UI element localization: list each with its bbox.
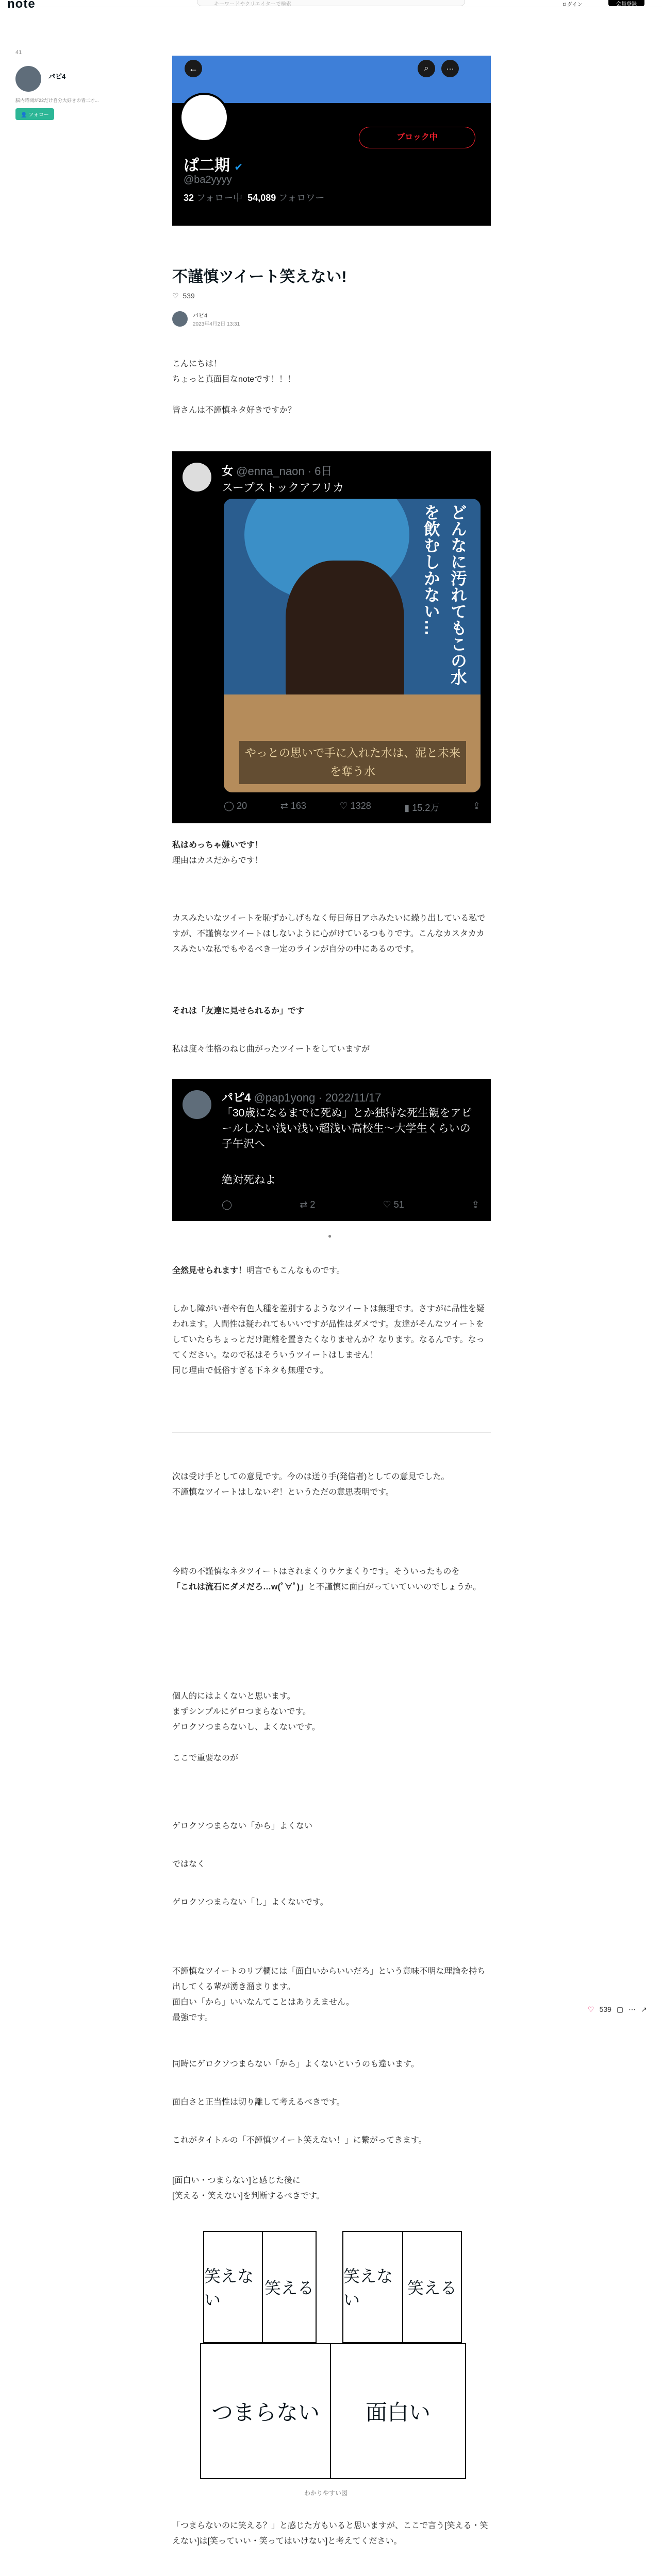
paragraph-s5 [172,1263,491,1279]
embedded-tweet-2[interactable] [172,1079,491,1221]
block-button[interactable]: ブロック中 [359,127,475,148]
search-input[interactable]: キーワードやクリエイターで検索 [197,0,465,6]
share-icon[interactable]: ⇪ [472,801,481,811]
paragraph-s14: 同時にゲロクソつまらない「から」よくないというのも違います。 [172,2060,419,2069]
intro-paragraph [172,357,491,418]
more-options-icon[interactable]: ⋯ [628,2005,636,2013]
reply-icon[interactable]: ◯ [222,1199,233,1210]
following-label[interactable]: フォロー中 [196,193,243,203]
grid-cell-warai-nai-2: 笑えない [342,2231,403,2343]
paragraph-s12: ゲロクソつまらない「し」よくないです。 [172,1898,328,1907]
tweet-image[interactable] [224,499,481,792]
paragraph-s6 [172,1301,491,1379]
text-line: 理由はカスだからです！ [172,856,263,865]
tweet2-sub: 絶対死ねよ [222,1174,276,1186]
paragraph-s16: これがタイトルの「不謹慎ツイート笑えない！」に繋がってきます。 [172,2136,427,2145]
grid-cell-warau-1: 笑える [262,2231,317,2343]
author-avatar[interactable] [172,311,188,327]
like-row [172,292,195,300]
grid-cell-omoshiroi: 面白い [330,2343,466,2479]
tweet2-like-count: 51 [393,1199,404,1210]
bold-line: 私はめっちゃ嫌いです！ [172,841,263,850]
profile-handle: @ba2yyyy [184,174,232,185]
tweet-user: 女 [222,465,234,478]
text-line [172,1735,491,1751]
profile-name-text: ぱ二期 [184,157,230,174]
follow-button[interactable]: 👤 フォロー [15,108,54,120]
tweet2-actions [222,1199,479,1210]
reply-count: 20 [237,801,247,811]
paragraph-s10: ゲロクソつまらない「から」よくない [172,1822,313,1831]
text: と不謹慎に面白がっていていいのでしょうか。 [308,1583,482,1591]
intro-line: こんにちは！ [172,360,222,368]
tweet2-date: 2022/11/17 [325,1091,382,1104]
more-icon[interactable]: … [441,60,459,77]
tweet2-text: 「30歳になるまでに死ぬ」とか独特な死生観をアピールしたい浅い浅い超浅い高校生〜大学生くらいの子午沢へ [222,1107,472,1150]
divider [172,1432,491,1433]
text-line: まずシンプルにゲロつまらないです。 [172,1707,311,1716]
verified-icon: ✔ [234,162,243,173]
view-count: 15.2万 [412,803,440,813]
reply-icon[interactable]: ◯ 20 [224,801,247,811]
image-caption: やっとの思いで手に入れた水は、泥と未来を奪う水 [239,741,466,784]
heart-icon[interactable]: ♡ [172,292,179,300]
bookmark-icon[interactable]: ▢ [616,2005,624,2013]
overlay-vertical-text: どんなに汚れてもこの水を飲むしかない… [422,504,467,685]
paragraph-s9 [172,1689,491,1766]
like-icon[interactable]: ♡ 51 [383,1199,404,1210]
follower-count: 54,089 [247,193,276,203]
like-icon[interactable]: ♡ 1328 [339,801,371,811]
floating-heart-icon[interactable]: ♡ [588,2005,594,2013]
grid-cell-warai-nai-1: 笑えない [203,2231,263,2343]
embedded-tweet-1[interactable] [172,451,491,823]
child-figure [286,561,404,705]
creator-description: 脳内時間が22だけ自分大好きの青二才... [15,98,99,103]
tweet-header: 女 @enna_naon · 6日 [222,465,333,478]
sidebar-count: 41 [15,49,22,56]
retweet-count: 163 [290,801,306,811]
paragraph-s7 [172,1469,491,1500]
paragraph-s13 [172,1964,491,2026]
bold-text: 全然見せられます！ [172,1266,247,1275]
article-title: 不謹慎ツイート笑えない! [172,268,347,285]
intro-line [172,387,491,403]
note-logo[interactable]: note [7,0,36,11]
floating-action-bar [588,2005,647,2014]
article-date: 2023年4月2日 13:31 [193,321,240,327]
grid-cell-tsumaranai: つまらない [200,2343,331,2479]
tweet-actions [224,801,481,814]
text: 明言でもこんなものです。 [246,1266,345,1275]
text-line: [笑える・笑えない]を判断するべきです。 [172,2192,325,2200]
text-line: しかし障がい者や有色人種を差別するようなツイートは無理です。さすがに品性を疑われます。人間性は疑われてもいいですが品性はダメです。友達がそんなツイートをしていたらちょっとだけ距離を置きたくなりませんか？なります。なるんです。なってください。なので私はそういうツイートはしません！ [172,1304,485,1360]
text-line: ここで重要なのが [172,1754,239,1762]
intro-line: 皆さんは不謹慎ネタ好きですか？ [172,406,296,415]
profile-name [184,152,243,175]
paragraph-s2: カスみたいなツイートを恥ずかしげもなく毎日毎日アホみたいに繰り出している私ですが、不謹慎なツイートはしないように心がけているつもりです。こんなカスタカカスみたいな私でもやるべき一定のラインが自分の中にあるのです。 [172,914,486,954]
signup-button[interactable]: 会員登録 [608,0,644,6]
avatar[interactable] [15,66,41,92]
share-icon[interactable]: ⇪ [471,1199,479,1210]
profile-stats [184,191,324,204]
tweet-like-count: 1328 [350,801,371,811]
paragraph-s1 [172,838,491,869]
grid-cell-warau-2: 笑える [402,2231,462,2343]
tweet-avatar [183,463,211,492]
text-line: 不謹慎なツイートのリプ欄には「面白いからいいだろ」という意味不明な理論を持ち出してくる輩が湧き溜まります。 [172,1967,486,1991]
search-icon[interactable]: ⌕ [418,60,435,77]
retweet-count: 2 [310,1199,316,1210]
author-name[interactable]: パピ4 [193,313,208,319]
profile-avatar [179,93,229,142]
paragraph-s15: 面白さと正当性は切り離して考えるべきです。 [172,2098,345,2107]
follower-label[interactable]: フォロワー [278,193,325,203]
retweet-icon[interactable]: ⇄ 163 [280,801,306,811]
profile-banner [172,56,491,226]
tweet2-header: パピ4 @pap1yong · 2022/11/17 [222,1091,382,1104]
share-icon[interactable]: ↗ [641,2005,647,2013]
tweet-time: 6日 [315,465,333,478]
creator-name[interactable]: パピ4 [48,73,66,80]
login-link[interactable]: ログイン [562,2,583,8]
creator-sidebar [15,49,119,120]
tweet2-avatar [183,1090,211,1119]
text-line: 個人的にはよくないと思います。 [172,1692,295,1701]
tweet2-handle: @pap1yong [254,1091,316,1104]
paragraph-s11: ではなく [172,1860,206,1869]
paragraph-s4: 私は度々性格のねじ曲がったツイートをしていますが [172,1045,370,1054]
text-line: 面白い「から」いいなんてことはありえません。 [172,1998,354,2007]
tweet-text: スープストックアフリカ [222,481,344,494]
intro-line: ちょっと真面目なnoteです！！！ [172,375,296,384]
floating-like-count: 539 [599,2005,611,2013]
text-line: ゲロクソつまらないし、よくないです。 [172,1723,320,1732]
like-count: 539 [183,292,195,300]
follow-label: フォロー [28,112,49,118]
text-line: 不謹慎なツイートはしないぞ！というただの意思表明です。 [172,1488,394,1497]
paragraph-s8 [172,1564,491,1595]
paragraph-s18: 「つまらないのに笑える？」と感じた方もいると思いますが、ここで言う[笑える・笑えない]は[笑っていい・笑ってはいけない]と考えてください。 [172,2521,488,2546]
back-arrow-icon[interactable]: ← [185,60,202,77]
text-line: 最強です。 [172,2013,213,2022]
retweet-icon[interactable]: ⇄ 2 [300,1199,316,1210]
diagram-caption: わかりやすい図 [304,2489,348,2497]
text: 今時の不謹慎なネタツイートはされまくりウケまくりです。そういったものを [172,1567,460,1576]
tweet-handle: @enna_naon [236,465,305,478]
text-line: 同じ理由で低俗すぎる下ネタも無理です。 [172,1366,328,1375]
tweet2-user: パピ4 [222,1091,251,1104]
views-icon: ▮ 15.2万 [404,803,440,813]
section-dot: ● [328,1232,332,1240]
top-bar [0,0,662,11]
bold-text: 「これは流石にダメだろ…w(ﾟ∀ﾟ)」 [172,1583,308,1591]
text-line: [面白い・つまらない]と感じた後に [172,2176,301,2185]
following-count: 32 [184,193,194,203]
text-line: 次は受け手としての意見です。今のは送り手(発信者)としての意見でした。 [172,1472,450,1481]
paragraph-s17 [172,2173,491,2204]
paragraph-s3: それは「友達に見せられるか」です [172,1007,305,1015]
